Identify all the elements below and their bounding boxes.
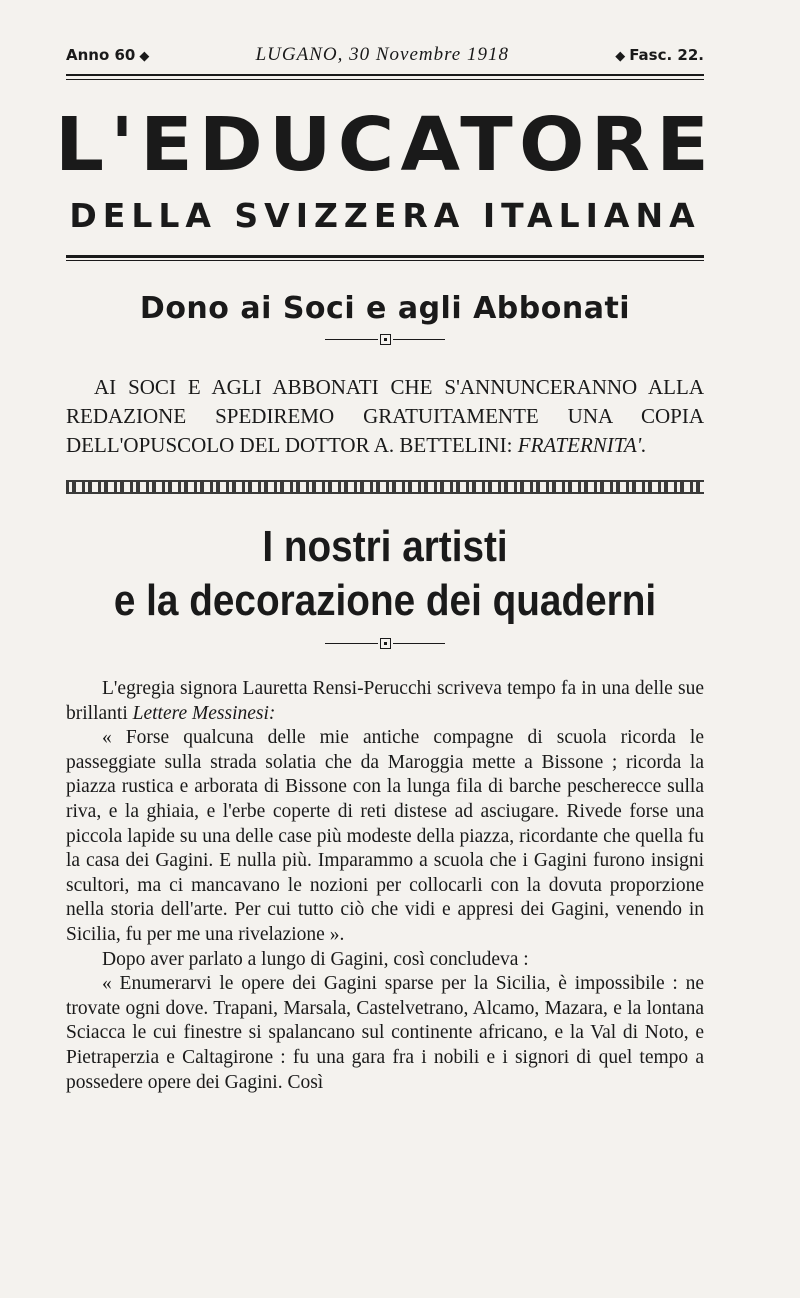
decorative-border-icon bbox=[66, 480, 704, 494]
issue-year: Anno 60 ◆ bbox=[66, 46, 150, 64]
paragraph: L'egregia signora Lauretta Rensi-Perucchi scriveva tempo fa in una delle sue brillanti Lettere Messinesi: bbox=[66, 678, 704, 724]
article-title: I nostri artisti e la decorazione dei quaderni bbox=[113, 522, 657, 625]
masthead-subtitle: DELLA SVIZZERA ITALIANA bbox=[69, 196, 701, 235]
paragraph: « Forse qualcuna delle mie antiche compagne di scuola ricorda le passeggiate sulla strada solatia che da Maroggia mette a Bissone ; ricorda la piazza rustica e arborata di Bissone con la lunga fila di barche pescherecce sulla riva, e la ghiaia, e l'erbe coperte di reti distese ad asciugare. Rivede forse una piccola lapide su una delle case più modeste della piazza, ricordante che quella fu la casa dei Gagini. E nulla più. Imparammo a scuola che i Gagini furono insigni scultori, ma ci mancavano le nozioni per collocarli con la dovuta proporzione nella storia dell'arte. Per cui tutto ciò che vidi e appresi dei Gagini, venendo in Sicilia, fu per me una rivelazione ». bbox=[66, 727, 704, 945]
masthead-title: L'EDUCATORE bbox=[54, 102, 716, 188]
diamond-icon: ◆ bbox=[615, 49, 626, 64]
issue-number: ◆ Fasc. 22. bbox=[615, 46, 704, 64]
article-body bbox=[66, 677, 704, 1095]
paragraph: « Enumerarvi le opere dei Gagini sparse per la Sicilia, è impossibile : ne trovate ogni dove. Trapani, Marsala, Castelvetrano, Alcamo, Mazara, e la lontana Sciacca le cui finestre si spalancano sul continente africano, e la Val di Noto, e Pietraperzia e Caltagirone : fu una gara fra i nobili e i signori di quel tempo a possedere opere dei Gagini. Così bbox=[66, 973, 704, 1093]
divider-ornament-icon bbox=[325, 334, 445, 345]
paragraph: Dopo aver parlato a lungo di Gagini, così concludeva : bbox=[102, 948, 529, 970]
masthead-rule bbox=[66, 255, 704, 261]
diamond-icon: ◆ bbox=[139, 49, 150, 64]
header-rule bbox=[66, 74, 704, 80]
notice-text: AI SOCI E AGLI ABBONATI CHE S'ANNUNCERANNO ALLA REDAZIONE SPEDIREMO GRATUITAMENTE UNA COPIA DELL'OPUSCOLO DEL DOTTOR A. BETTELINI: FRATERNITA'. bbox=[66, 375, 704, 457]
notice-title: Dono ai Soci e agli Abbonati bbox=[139, 291, 631, 326]
issue-date: LUGANO, 30 Novembre 1918 bbox=[255, 44, 509, 65]
divider-ornament-icon bbox=[325, 638, 445, 649]
issue-header bbox=[66, 44, 704, 70]
